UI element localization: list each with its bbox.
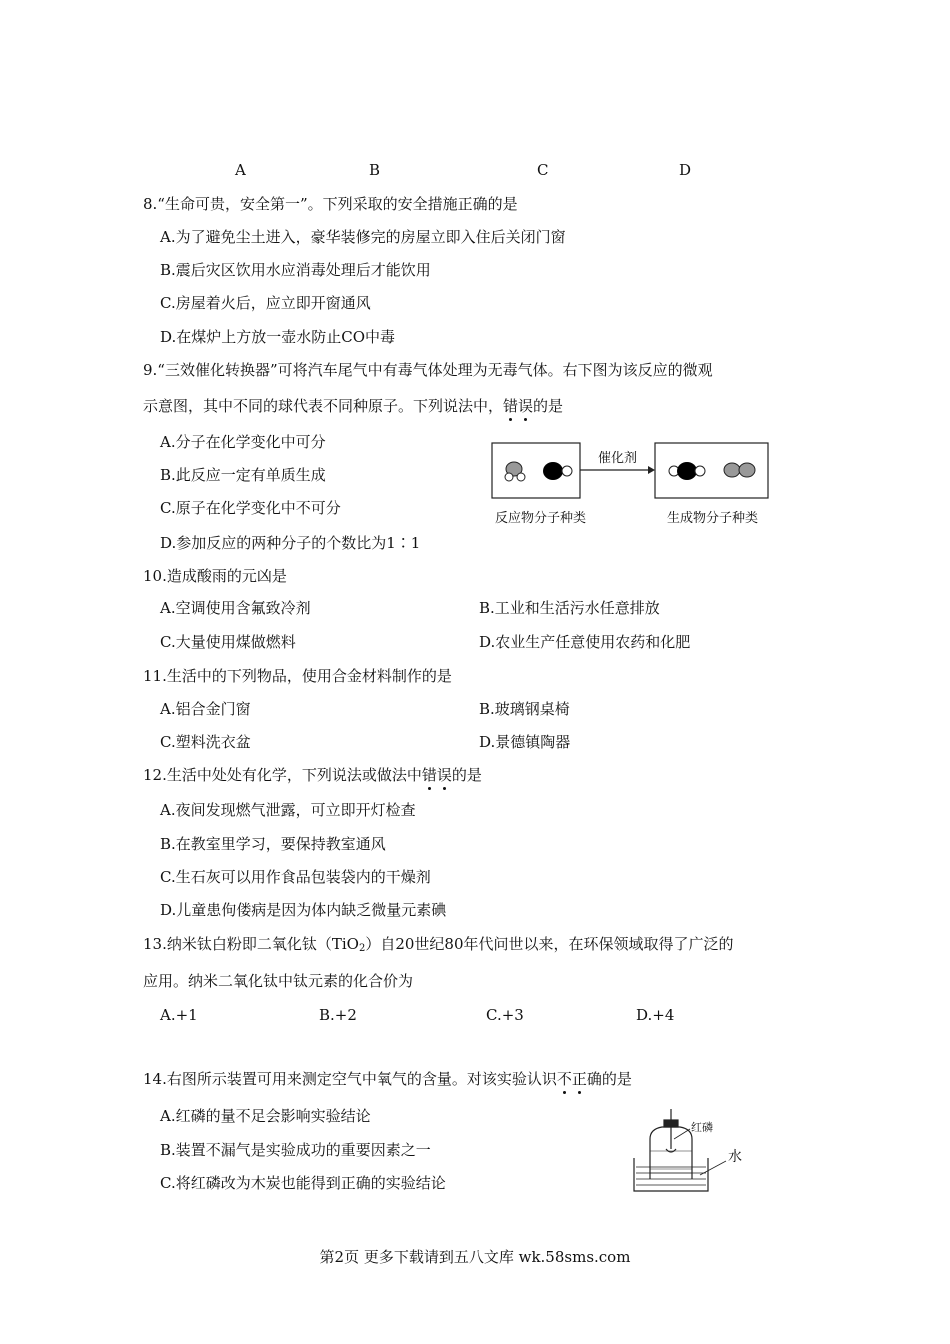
- question-stem: 11.生活中的下列物品，使用合金材料制作的是: [143, 667, 452, 685]
- emphasis-char: 错: [503, 397, 519, 415]
- option-d: D.+4: [636, 1006, 675, 1024]
- stem-text: 12.生活中处处有化学，下列说法或做法中: [143, 766, 422, 784]
- option-a: A.空调使用含氟致冷剂: [160, 599, 311, 617]
- emphasis-char: 误: [436, 766, 452, 784]
- emphasis-char: 不: [556, 1070, 572, 1088]
- option-b: B.+2: [319, 1006, 357, 1024]
- water-pointer: [700, 1161, 726, 1175]
- option-a: A.红磷的量不足会影响实验结论: [160, 1107, 371, 1125]
- option-a: A.为了避免尘土进入，豪华装修完的房屋立即入住后关闭门窗: [160, 228, 566, 246]
- question-stem-line-1: 9.“三效催化转换器”可将汽车尾气中有毒气体处理为无毒气体。右下图为该反应的微观: [143, 361, 713, 379]
- emphasis-char: 错: [421, 766, 437, 784]
- option-b: B.工业和生活污水任意排放: [479, 599, 660, 617]
- option-d: D.农业生产任意使用农药和化肥: [479, 633, 691, 651]
- option-a: A.分子在化学变化中可分: [160, 433, 326, 451]
- option-a: A.夜间发现燃气泄露，可立即开灯检查: [160, 801, 416, 819]
- phosphorus-pointer: [674, 1129, 690, 1139]
- stem-text: 的是: [451, 766, 482, 784]
- option-c: C.+3: [486, 1006, 524, 1024]
- question-stem: 10.造成酸雨的元凶是: [143, 567, 287, 585]
- arrow-head: [648, 466, 655, 474]
- subscript: 2: [358, 943, 366, 954]
- option-b: B.震后灾区饮用水应消毒处理后才能饮用: [160, 261, 431, 279]
- option-a: A.铝合金门窗: [160, 700, 251, 718]
- stem-text: 的是: [533, 397, 564, 415]
- option-c: C.将红磷改为木炭也能得到正确的实验结论: [160, 1174, 446, 1192]
- stem-text: 确的是: [586, 1070, 632, 1088]
- bell-jar: [650, 1109, 692, 1179]
- water-trough: [634, 1158, 708, 1191]
- option-d: D.儿童患佝偻病是因为体内缺乏微量元素碘: [160, 901, 447, 919]
- question-stem: [143, 1069, 632, 1089]
- option-c: C.塑料洗衣盆: [160, 733, 251, 751]
- option-d: D.景德镇陶器: [479, 733, 571, 751]
- prev-option-label-c: C: [537, 161, 549, 179]
- reaction-diagram: [485, 440, 785, 535]
- option-d: D.在煤炉上方放一壶水防止CO中毒: [160, 328, 396, 346]
- prev-option-label-b: B: [369, 161, 381, 179]
- option-b: B.装置不漏气是实验成功的重要因素之一: [160, 1141, 431, 1159]
- option-c: C.原子在化学变化中不可分: [160, 499, 341, 517]
- question-stem-line-2: [143, 396, 563, 416]
- emphasis-char: 误: [518, 397, 534, 415]
- question-stem: 8.“生命可贵，安全第一”。下列采取的安全措施正确的是: [143, 195, 518, 213]
- emphasis-char: 正: [571, 1070, 587, 1088]
- option-b: B.此反应一定有单质生成: [160, 466, 326, 484]
- apparatus-diagram: [628, 1103, 788, 1195]
- question-stem: [143, 765, 482, 785]
- option-c: C.房屋着火后，应立即开窗通风: [160, 294, 371, 312]
- catalyst-label: 催化剂: [598, 451, 638, 466]
- stem-text: 13.纳米钛白粉即二氧化钛（TiO: [143, 935, 359, 953]
- question-stem-line-1: [143, 934, 734, 959]
- products-caption: 生成物分子种类: [667, 511, 759, 526]
- stem-text: 14.右图所示装置可用来测定空气中氧气的含量。对该实验认识: [143, 1070, 557, 1088]
- option-c: C.生石灰可以用作食品包装袋内的干燥剂: [160, 868, 431, 886]
- stem-text: ）自20世纪80年代问世以来，在环保领域取得了广泛的: [365, 935, 734, 953]
- page-footer: 第2页 更多下载请到五八文库 wk.58sms.com: [319, 1248, 631, 1266]
- option-b: B.在教室里学习，要保持教室通风: [160, 835, 386, 853]
- stem-text: 示意图，其中不同的球代表不同种原子。下列说法中，: [143, 397, 504, 415]
- option-d: D.参加反应的两种分子的个数比为1∶1: [160, 534, 421, 552]
- option-c: C.大量使用煤做燃料: [160, 633, 296, 651]
- prev-option-label-d: D: [679, 161, 692, 179]
- option-b: B.玻璃钢桌椅: [479, 700, 570, 718]
- question-stem-line-2: 应用。纳米二氧化钛中钛元素的化合价为: [143, 972, 414, 990]
- phosphorus-label: 红磷: [691, 1121, 713, 1134]
- reactants-caption: 反应物分子种类: [495, 511, 587, 526]
- option-a: A.+1: [160, 1006, 198, 1024]
- prev-option-label-a: A: [235, 161, 246, 179]
- water-label: 水: [728, 1149, 742, 1165]
